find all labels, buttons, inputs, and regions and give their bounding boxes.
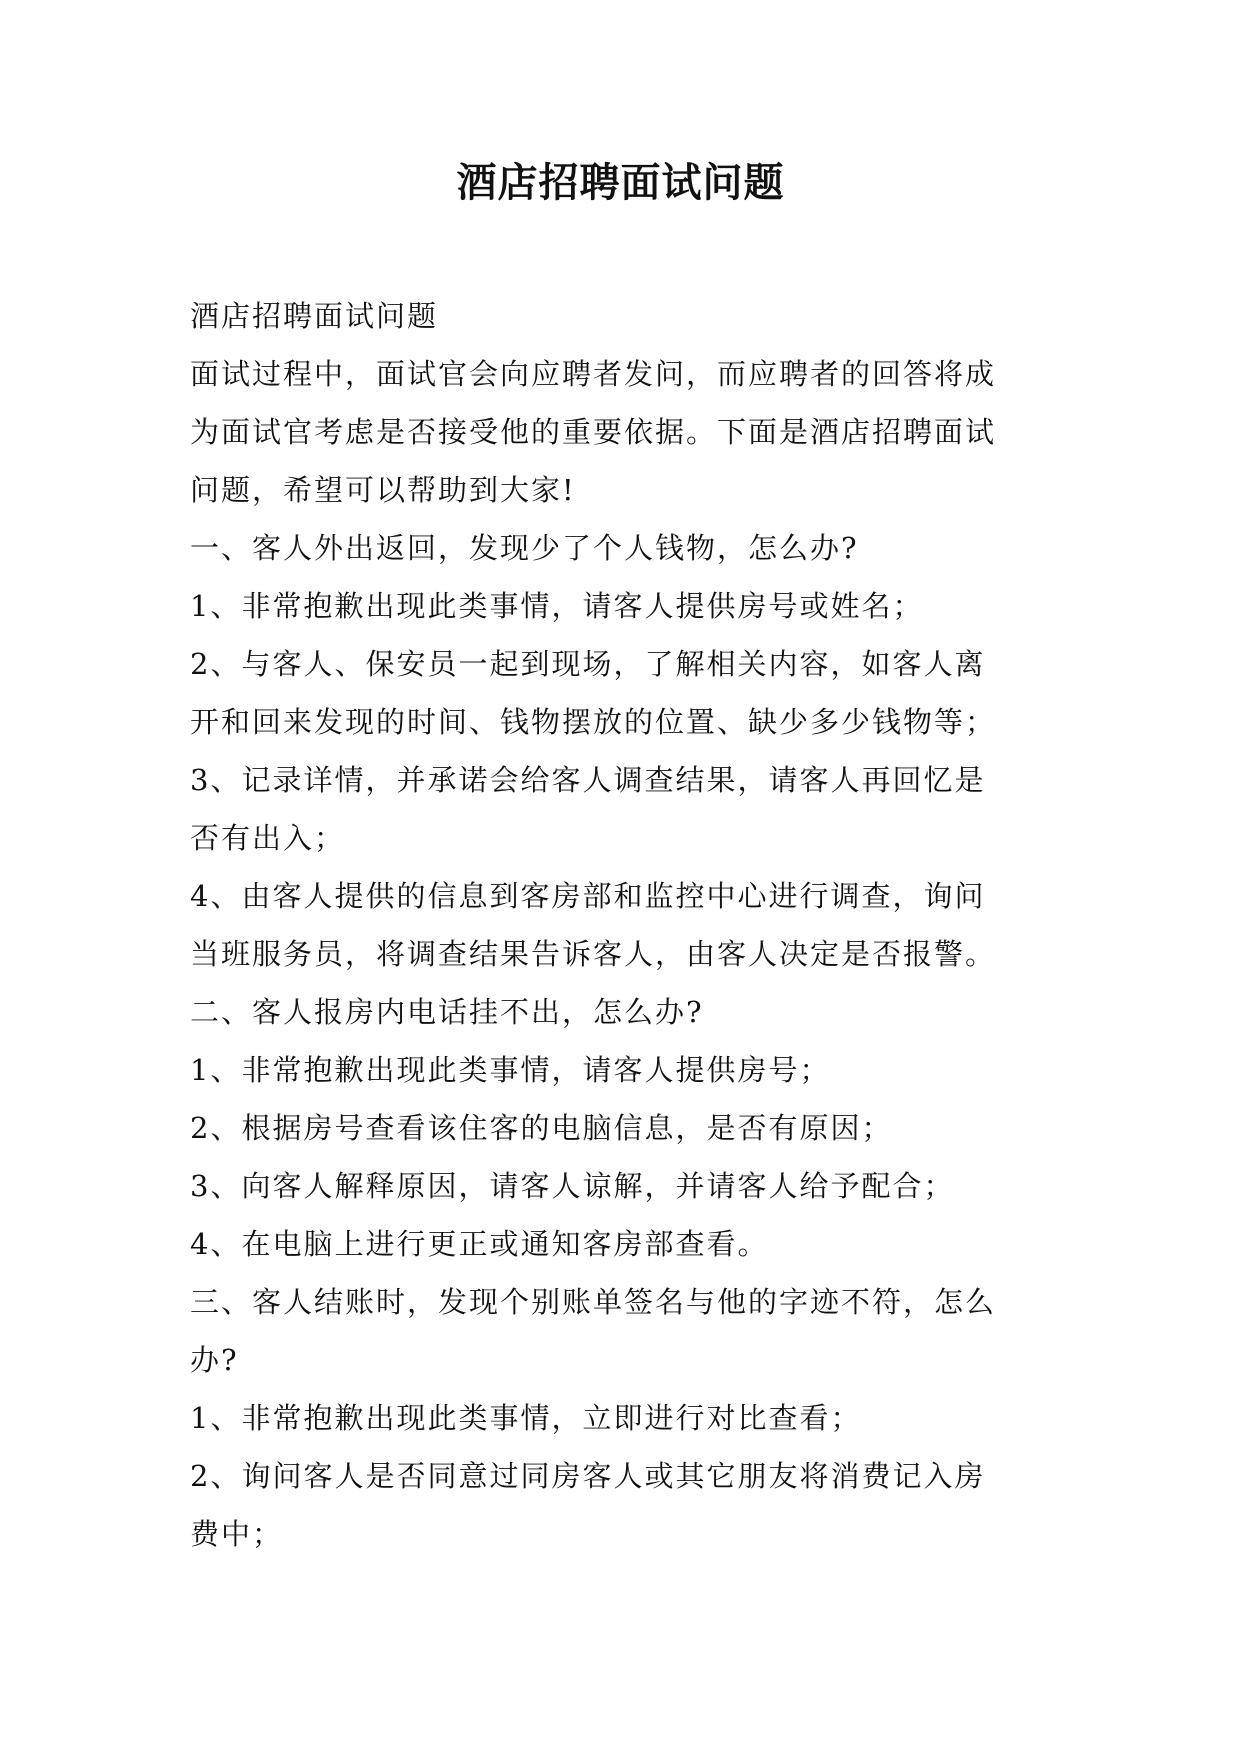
subtitle-line: 酒店招聘面试问题 <box>190 299 439 333</box>
section-heading-1: 一、客人外出返回，发现少了个人钱物，怎么办? <box>190 531 859 565</box>
document-body <box>190 287 1070 1563</box>
list-item: 开和回来发现的时间、钱物摆放的位置、缺少多少钱物等； <box>190 705 997 739</box>
list-item: 2、询问客人是否同意过同房客人或其它朋友将消费记入房 <box>190 1459 986 1493</box>
list-item: 费中； <box>190 1517 284 1551</box>
paragraph-line: 问题，希望可以帮助到大家! <box>190 473 576 507</box>
section-heading-3-cont: 办? <box>190 1343 239 1377</box>
list-item: 4、在电脑上进行更正或通知客房部查看。 <box>190 1227 769 1261</box>
list-item: 当班服务员，将调查结果告诉客人，由客人决定是否报警。 <box>190 937 997 971</box>
list-item: 否有出入； <box>190 821 346 855</box>
paragraph-line: 为面试官考虑是否接受他的重要依据。下面是酒店招聘面试 <box>190 415 997 449</box>
list-item: 1、非常抱歉出现此类事情，立即进行对比查看； <box>190 1401 862 1435</box>
list-item: 4、由客人提供的信息到客房部和监控中心进行调查，询问 <box>190 879 986 913</box>
list-item: 2、根据房号查看该住客的电脑信息，是否有原因； <box>190 1111 893 1145</box>
list-item: 3、向客人解释原因，请客人谅解，并请客人给予配合； <box>190 1169 955 1203</box>
section-heading-2: 二、客人报房内电话挂不出，怎么办? <box>190 995 704 1029</box>
list-item: 1、非常抱歉出现此类事情，请客人提供房号； <box>190 1053 831 1087</box>
list-item: 2、与客人、保安员一起到现场，了解相关内容，如客人离 <box>190 647 986 681</box>
list-item: 3、记录详情，并承诺会给客人调查结果，请客人再回忆是 <box>190 763 986 797</box>
document-title: 酒店招聘面试问题 <box>456 159 785 206</box>
paragraph-line: 面试过程中，面试官会向应聘者发问，而应聘者的回答将成 <box>190 357 997 391</box>
list-item: 1、非常抱歉出现此类事情，请客人提供房号或姓名； <box>190 589 924 623</box>
section-heading-3: 三、客人结账时，发现个别账单签名与他的字迹不符，怎么 <box>190 1285 997 1319</box>
